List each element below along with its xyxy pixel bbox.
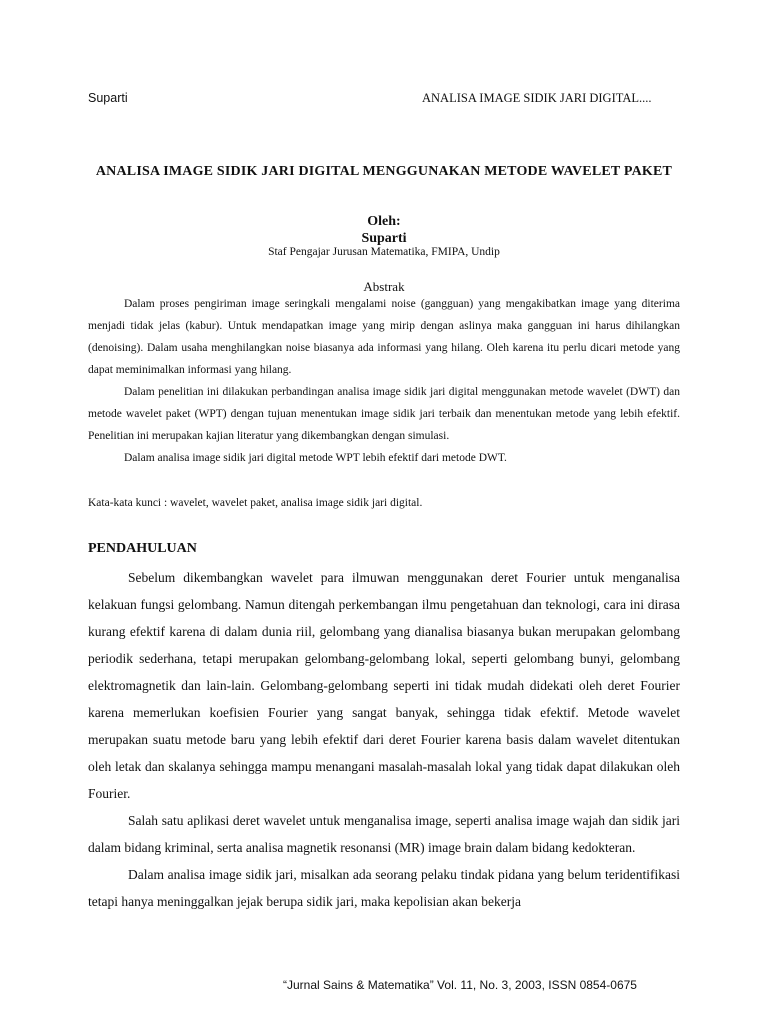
running-header-title: ANALISA IMAGE SIDIK JARI DIGITAL.... [422, 91, 652, 105]
byline-label: Oleh: [367, 214, 401, 229]
abstract-paragraph: Dalam penelitian ini dilakukan perbandingan analisa image sidik jari digital menggunakan metode wavelet (DWT) dan metode wavelet paket (WPT) dengan tujuan menentukan image sidik jari terbaik dan menentukan metode yang lebih efektif. Penelitian ini merupakan kajian literatur yang dikembangkan dengan simulasi. [88, 386, 680, 442]
abstract-heading: Abstrak [363, 279, 405, 294]
abstract-paragraph: Dalam analisa image sidik jari digital metode WPT lebih efektif dari metode DWT. [124, 452, 507, 464]
keywords: Kata-kata kunci : wavelet, wavelet paket, analisa image sidik jari digital. [88, 497, 423, 509]
abstract-paragraph: Dalam proses pengiriman image seringkali mengalami noise (gangguan) yang mengakibatkan image yang diterima menjadi tidak jelas (kabur). Untuk mendapatkan image yang mirip dengan aslinya maka gangguan ini harus dihilangkan (denoising). Dalam usaha menghilangkan noise biasanya ada informasi yang hilang. Oleh karena itu perlu dicari metode yang dapat meminimalkan informasi yang hilang. [88, 298, 680, 376]
author-name: Suparti [361, 231, 407, 246]
journal-footer: “Jurnal Sains & Matematika” Vol. 11, No. 3, 2003, ISSN 0854-0675 [283, 978, 637, 992]
running-header-author: Suparti [88, 91, 128, 105]
body-paragraph: Sebelum dikembangkan wavelet para ilmuwan menggunakan deret Fourier untuk menganalisa kelakuan fungsi gelombang. Namun ditengah perkembangan ilmu pengetahuan dan teknologi, cara ini dirasa kurang efektif karena di dalam dunia riil, gelombang yang dianalisa biasanya bukan merupakan gelombang periodik sederhana, tetapi merupakan gelombang-gelombang lokal, seperti gelombang bunyi, gelombang elektromagnetik dan lain-lain. Gelombang-gelombang seperti ini tidak mudah didekati oleh deret Fourier karena memerlukan koefisien Fourier yang sangat banyak, sehingga tidak efektif. Metode wavelet merupakan suatu metode baru yang lebih efektif dari deret Fourier karena basis dalam wavelet ditentukan oleh letak dan skalanya sehingga mampu menangani masalah-masalah lokal yang tidak dapat dilakukan oleh Fourier. [88, 570, 680, 801]
author-affiliation: Staf Pengajar Jurusan Matematika, FMIPA, Undip [268, 246, 500, 258]
byline [0, 213, 768, 247]
section-heading: PENDAHULUAN [88, 541, 197, 556]
body-paragraph: Salah satu aplikasi deret wavelet untuk menganalisa image, seperti analisa image wajah dan sidik jari dalam bidang kriminal, serta analisa magnetik resonansi (MR) image brain dalam bidang kedokteran. [88, 813, 680, 855]
abstract-body [88, 293, 680, 469]
body-paragraph: Dalam analisa image sidik jari, misalkan ada seorang pelaku tindak pidana yang belum teridentifikasi tetapi hanya meninggalkan jejak berupa sidik jari, maka kepolisian akan bekerja [88, 867, 680, 909]
paper-title: ANALISA IMAGE SIDIK JARI DIGITAL MENGGUNAKAN METODE WAVELET PAKET [95, 164, 673, 179]
section-body [88, 564, 680, 915]
